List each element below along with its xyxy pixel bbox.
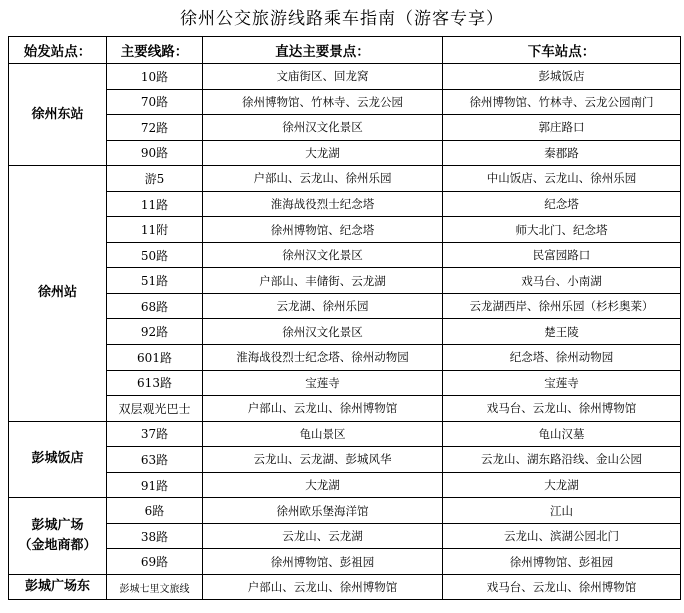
sights-cell: 徐州博物馆、竹林寺、云龙公园 xyxy=(203,89,443,115)
stop-cell: 郭庄路口 xyxy=(443,115,681,141)
table-row xyxy=(9,396,681,422)
table-row xyxy=(9,166,681,192)
sights-cell: 徐州汉文化景区 xyxy=(203,115,443,141)
route-cell: 6路 xyxy=(107,498,203,524)
route-cell: 11路 xyxy=(107,191,203,217)
route-guide-table xyxy=(8,36,681,600)
stop-cell: 彭城饭店 xyxy=(443,64,681,90)
sights-cell: 户部山、云龙山、徐州博物馆 xyxy=(203,396,443,422)
table-row xyxy=(9,115,681,141)
stop-cell: 民富园路口 xyxy=(443,242,681,268)
stop-cell: 纪念塔、徐州动物园 xyxy=(443,345,681,371)
table-row xyxy=(9,523,681,549)
sights-cell: 淮海战役烈士纪念塔、徐州动物园 xyxy=(203,345,443,371)
sights-cell: 徐州汉文化景区 xyxy=(203,242,443,268)
station-cell: 徐州站 xyxy=(9,166,107,421)
table-row xyxy=(9,472,681,498)
table-row xyxy=(9,191,681,217)
header-stop: 下车站点： xyxy=(443,37,681,64)
header-station: 始发站点： xyxy=(9,37,107,64)
route-cell: 63路 xyxy=(107,447,203,473)
stop-cell: 龟山汉墓 xyxy=(443,421,681,447)
route-cell: 613路 xyxy=(107,370,203,396)
sights-cell: 徐州博物馆、彭祖园 xyxy=(203,549,443,575)
table-row xyxy=(9,140,681,166)
route-cell: 彭城七里文旅线 xyxy=(107,574,203,600)
route-cell: 游5 xyxy=(107,166,203,192)
sights-cell: 徐州汉文化景区 xyxy=(203,319,443,345)
table-row xyxy=(9,319,681,345)
stop-cell: 大龙湖 xyxy=(443,472,681,498)
station-cell xyxy=(9,498,107,575)
sights-cell: 户部山、云龙山、徐州乐园 xyxy=(203,166,443,192)
route-cell: 37路 xyxy=(107,421,203,447)
table-row xyxy=(9,242,681,268)
stop-cell: 秦郡路 xyxy=(443,140,681,166)
sights-cell: 淮海战役烈士纪念塔 xyxy=(203,191,443,217)
sights-cell: 云龙山、云龙湖、彭城风华 xyxy=(203,447,443,473)
sights-cell: 龟山景区 xyxy=(203,421,443,447)
sights-cell: 户部山、云龙山、徐州博物馆 xyxy=(203,574,443,600)
table-row xyxy=(9,370,681,396)
table-row xyxy=(9,447,681,473)
page-title: 徐州公交旅游线路乘车指南（游客专享） xyxy=(180,9,504,29)
route-cell: 68路 xyxy=(107,293,203,319)
route-cell: 90路 xyxy=(107,140,203,166)
table-row xyxy=(9,574,681,600)
table-row xyxy=(9,293,681,319)
stop-cell: 师大北门、纪念塔 xyxy=(443,217,681,243)
route-cell: 双层观光巴士 xyxy=(107,396,203,422)
route-cell: 69路 xyxy=(107,549,203,575)
route-cell: 10路 xyxy=(107,64,203,90)
station-name-line2: （金地商都） xyxy=(18,538,97,554)
table-row xyxy=(9,421,681,447)
table-row xyxy=(9,217,681,243)
stop-cell: 戏马台、云龙山、徐州博物馆 xyxy=(443,574,681,600)
sights-cell: 云龙山、云龙湖 xyxy=(203,523,443,549)
stop-cell: 江山 xyxy=(443,498,681,524)
stop-cell: 云龙山、湖东路沿线、金山公园 xyxy=(443,447,681,473)
route-cell: 50路 xyxy=(107,242,203,268)
stop-cell: 徐州博物馆、竹林寺、云龙公园南门 xyxy=(443,89,681,115)
stop-cell: 云龙山、滨湖公园北门 xyxy=(443,523,681,549)
table-row xyxy=(9,549,681,575)
route-cell: 70路 xyxy=(107,89,203,115)
header-sights: 直达主要景点： xyxy=(203,37,443,64)
route-cell: 92路 xyxy=(107,319,203,345)
stop-cell: 宝莲寺 xyxy=(443,370,681,396)
sights-cell: 云龙湖、徐州乐园 xyxy=(203,293,443,319)
stop-cell: 中山饭店、云龙山、徐州乐园 xyxy=(443,166,681,192)
sights-cell: 户部山、丰储街、云龙湖 xyxy=(203,268,443,294)
station-cell: 彭城饭店 xyxy=(9,421,107,498)
sights-cell: 徐州博物馆、纪念塔 xyxy=(203,217,443,243)
table-row xyxy=(9,268,681,294)
stop-cell: 楚王陵 xyxy=(443,319,681,345)
sights-cell: 宝莲寺 xyxy=(203,370,443,396)
sights-cell: 徐州欧乐堡海洋馆 xyxy=(203,498,443,524)
stop-cell: 戏马台、云龙山、徐州博物馆 xyxy=(443,396,681,422)
stop-cell: 云龙湖西岸、徐州乐园（杉杉奥莱） xyxy=(443,293,681,319)
station-name-line1: 彭城广场 xyxy=(31,518,84,534)
station-cell: 彭城广场东 xyxy=(9,574,107,600)
table-row xyxy=(9,89,681,115)
table-row xyxy=(9,64,681,90)
table-row xyxy=(9,345,681,371)
stop-cell: 徐州博物馆、彭祖园 xyxy=(443,549,681,575)
sights-cell: 大龙湖 xyxy=(203,472,443,498)
route-cell: 38路 xyxy=(107,523,203,549)
header-row xyxy=(9,37,681,64)
stop-cell: 纪念塔 xyxy=(443,191,681,217)
route-cell: 51路 xyxy=(107,268,203,294)
sights-cell: 大龙湖 xyxy=(203,140,443,166)
header-route: 主要线路： xyxy=(107,37,203,64)
station-cell: 徐州东站 xyxy=(9,64,107,166)
stop-cell: 戏马台、小南湖 xyxy=(443,268,681,294)
route-cell: 11附 xyxy=(107,217,203,243)
route-cell: 72路 xyxy=(107,115,203,141)
sights-cell: 文庙街区、回龙窝 xyxy=(203,64,443,90)
table-row xyxy=(9,498,681,524)
route-cell: 601路 xyxy=(107,345,203,371)
route-cell: 91路 xyxy=(107,472,203,498)
